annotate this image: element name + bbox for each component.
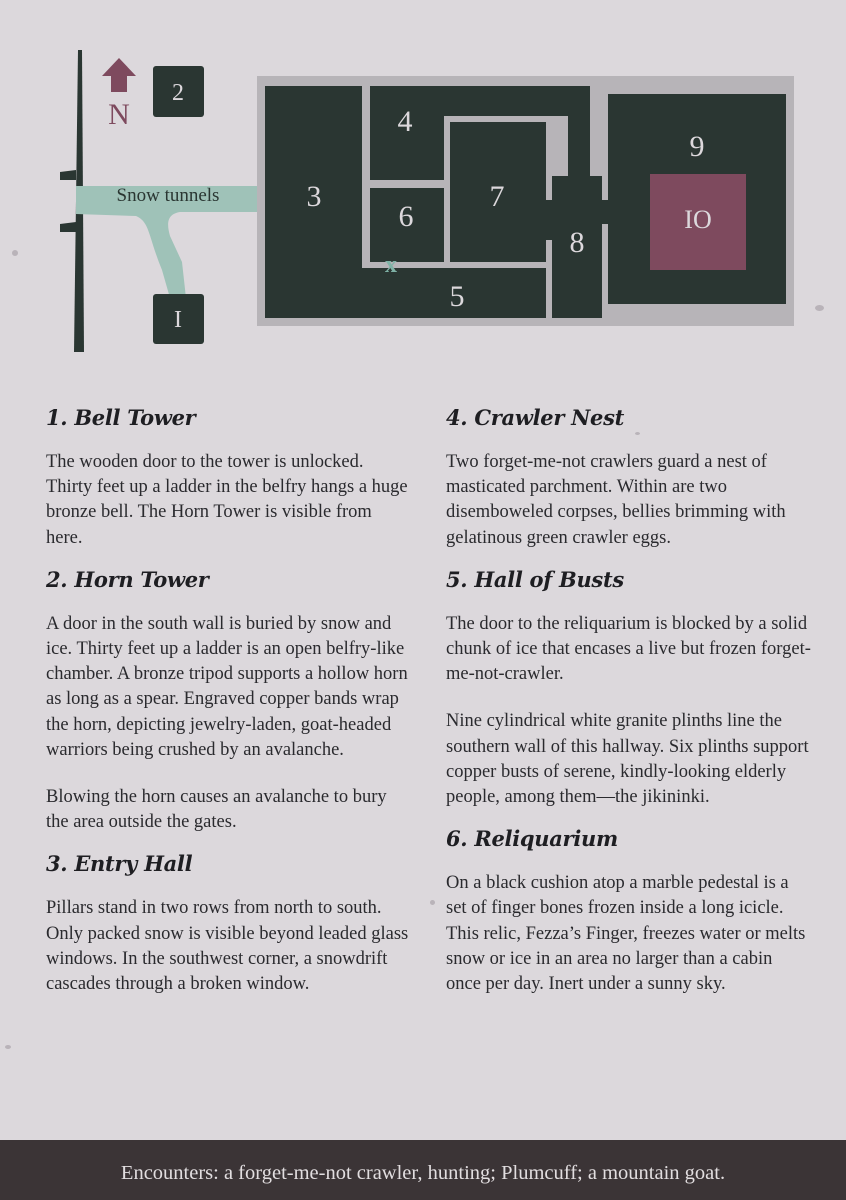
wall-notch bbox=[60, 170, 76, 180]
north-arrow-icon bbox=[102, 58, 136, 92]
section-heading: 1. Bell Tower bbox=[46, 405, 196, 430]
room-4-label: 4 bbox=[397, 105, 413, 138]
wall-notch bbox=[60, 222, 76, 232]
right-column bbox=[446, 405, 811, 1013]
paper-speck bbox=[5, 1045, 11, 1049]
left-column bbox=[46, 405, 411, 1013]
section-heading: 4. Crawler Nest bbox=[446, 405, 624, 430]
room-3-label: 3 bbox=[306, 180, 322, 213]
section-paragraph: Blowing the horn causes an avalanche to bury the area outside the gates. bbox=[46, 787, 387, 833]
section-paragraph: Pillars stand in two rows from north to south. Only packed snow is visible beyond leaded glass windows. In the southwest corner, a snowdrift cascades through a broken window. bbox=[46, 898, 409, 995]
section-paragraph: Two forget-me-not crawlers guard a nest of masticated parchment. Within are two disemboweled corpses, bellies brimming with gelatinous green crawler eggs. bbox=[446, 452, 786, 548]
section-paragraph: Nine cylindrical white granite plinths line the southern wall of this hallway. Six plinths support copper busts of serene, kindly-looking elderly people, among them—the jikininki. bbox=[446, 711, 809, 808]
encounters-footer bbox=[0, 1140, 846, 1200]
section-reliquarium bbox=[446, 826, 811, 997]
room-5-label: 5 bbox=[449, 280, 465, 313]
room-9-label: 9 bbox=[689, 130, 705, 163]
room-6-label: 6 bbox=[398, 200, 414, 233]
room-8-link bbox=[546, 200, 556, 240]
section-paragraph: The wooden door to the tower is unlocked. Thirty feet up a ladder in the belfry hangs a huge bronze bell. The Horn Tower is visible from here. bbox=[46, 452, 408, 548]
section-entry-hall bbox=[46, 851, 411, 997]
section-hall-of-busts bbox=[446, 567, 811, 810]
room-2-label: 2 bbox=[172, 80, 184, 106]
east-passage bbox=[568, 86, 590, 186]
compass-label: N bbox=[108, 98, 130, 131]
encounters-text: Encounters: a forget-me-not crawler, hunting; Plumcuff; a mountain goat. bbox=[120, 1162, 726, 1184]
entrance-mark: x bbox=[385, 252, 397, 278]
room-1-label: I bbox=[174, 307, 182, 333]
section-heading: 3. Entry Hall bbox=[46, 851, 193, 877]
section-bell-tower bbox=[46, 405, 411, 551]
section-paragraph: On a black cushion atop a marble pedestal is a set of finger bones frozen inside a long icicle. This relic, Fezza’s Finger, freezes water or melts snow or ice in an area no larger than a cabin once per day. Inert under a sunny sky. bbox=[446, 873, 806, 995]
section-heading: 6. Reliquarium bbox=[446, 826, 618, 852]
paper-speck bbox=[430, 900, 435, 905]
section-heading: 5. Hall of Busts bbox=[446, 566, 624, 592]
room-10-label: IO bbox=[684, 205, 712, 234]
section-paragraph: The door to the reliquarium is blocked by a solid chunk of ice that encases a live but frozen forget-me-not-crawler. bbox=[446, 613, 811, 685]
section-heading: 2. Horn Tower bbox=[46, 566, 209, 592]
room-8-label: 8 bbox=[569, 226, 585, 259]
tunnel-label: Snow tunnels bbox=[116, 185, 220, 206]
section-paragraph: A door in the south wall is buried by snow and ice. Thirty feet up a ladder is an open belfry-like chamber. A bronze tripod supports a hollow horn as long as a spear. Engraved copper bands wrap the horn, depicting jewelry-laden, goat-headed warriors being crushed by an avalanche. bbox=[46, 613, 408, 760]
section-crawler-nest bbox=[446, 405, 811, 551]
room-7-label: 7 bbox=[489, 180, 505, 213]
section-horn-tower bbox=[46, 567, 411, 836]
dungeon-map bbox=[0, 0, 846, 380]
